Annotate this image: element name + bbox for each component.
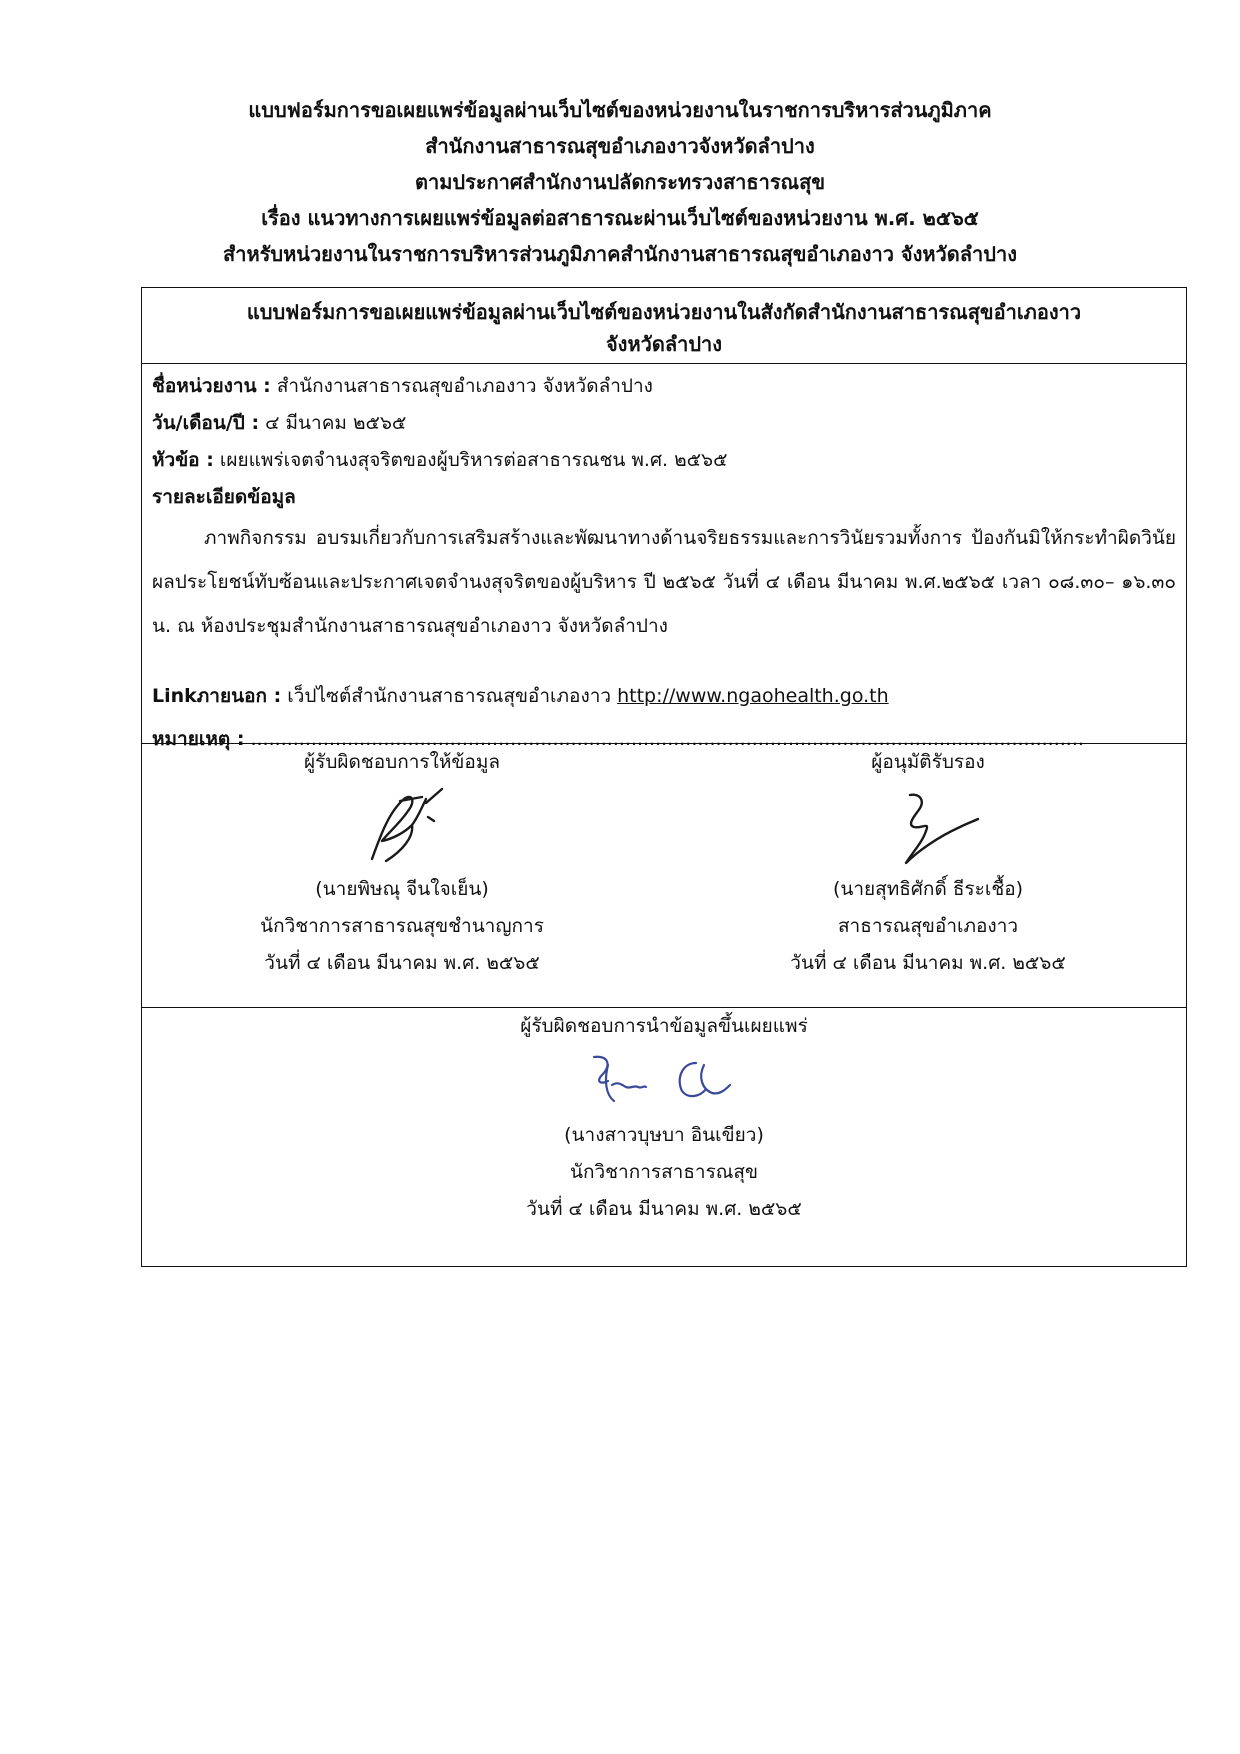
right-signature-mark [868, 781, 988, 871]
agency-value: สำนักงานสาธารณสุขอำเภองาว จังหวัดลำปาง [270, 375, 653, 397]
remark-label: หมายเหตุ : [152, 728, 245, 750]
header-line-5: สำหรับหน่วยงานในราชการบริหารส่วนภูมิภาคสำนักงานสาธารณสุขอำเภองาว จังหวัดลำปาง [223, 242, 1017, 266]
document-header [0, 92, 1240, 272]
left-position: นักวิชาการสาธารณสุขชำนาญการ [260, 915, 544, 937]
topic-row [152, 442, 1176, 479]
form-title-line-1: แบบฟอร์มการขอเผยแพร่ข้อมูลผ่านเว็บไซต์ของหน่วยงานในสังกัดสำนักงานสาธารณสุขอำเภองาว [246, 300, 1082, 324]
right-date: วันที่ ๔ เดือน มีนาคม พ.ศ. ๒๕๖๕ [790, 952, 1066, 974]
publisher-role: ผู้รับผิดชอบการนำข้อมูลขึ้นเผยแพร่ [520, 1015, 808, 1037]
signature-row [142, 744, 1186, 1008]
date-row [152, 405, 1176, 442]
agency-label: ชื่อหน่วยงาน : [152, 375, 271, 397]
remark-value: .......................................................................................................................................... [244, 728, 1084, 750]
signature-right [668, 744, 1188, 982]
details-label: รายละเอียดข้อมูล [152, 486, 296, 508]
right-position: สาธารณสุขอำเภองาว [837, 915, 1019, 937]
right-role: ผู้อนุมัติรับรอง [871, 751, 985, 773]
date-label: วัน/เดือน/ปี : [152, 412, 260, 434]
left-role: ผู้รับผิดชอบการให้ข้อมูล [304, 751, 500, 773]
publisher-date: วันที่ ๔ เดือน มีนาคม พ.ศ. ๒๕๖๕ [526, 1198, 802, 1220]
header-line-1: แบบฟอร์มการขอเผยแพร่ข้อมูลผ่านเว็บไซต์ของหน่วยงานในราชการบริหารส่วนภูมิภาค [248, 98, 992, 122]
date-value: ๔ มีนาคม ๒๕๖๕ [259, 412, 407, 434]
spacer [152, 648, 1176, 678]
header-line-3: ตามประกาศสำนักงานปลัดกระทรวงสาธารณสุข [414, 170, 825, 194]
publisher-signature-mark [564, 1045, 764, 1117]
publisher-row [142, 1008, 1186, 1266]
signature-left [142, 744, 662, 982]
form-table [141, 287, 1187, 1267]
link-label: Linkภายนอก : [152, 685, 282, 707]
topic-label: หัวข้อ : [152, 449, 214, 471]
right-name: (นายสุทธิศักดิ์ ธีระเชื้อ) [832, 878, 1024, 900]
agency-row [152, 368, 1176, 405]
external-link[interactable]: http://www.ngaohealth.go.th [617, 685, 889, 707]
left-signature-mark [342, 781, 462, 871]
link-prefix: เว็ปไซต์สำนักงานสาธารณสุขอำเภองาว [281, 685, 618, 707]
header-line-2: สำนักงานสาธารณสุขอำเภองาวจังหวัดลำปาง [425, 134, 815, 158]
form-title [142, 288, 1186, 364]
header-line-4: เรื่อง แนวทางการเผยแพร่ข้อมูลต่อสาธารณะผ่านเว็บไซต์ของหน่วยงาน พ.ศ. ๒๕๖๕ [261, 206, 979, 230]
publisher-position: นักวิชาการสาธารณสุข [569, 1161, 759, 1183]
form-title-line-2: จังหวัดลำปาง [605, 332, 723, 356]
left-date: วันที่ ๔ เดือน มีนาคม พ.ศ. ๒๕๖๕ [264, 952, 540, 974]
form-body [142, 364, 1186, 750]
topic-value: เผยแพร่เจตจำนงสุจริตของผู้บริหารต่อสาธารณชน พ.ศ. ๒๕๖๕ [213, 449, 728, 471]
left-name: (นายพิษณุ จีนใจเย็น) [315, 878, 489, 900]
link-row [152, 678, 1176, 715]
publisher-name: (นางสาวบุษบา อินเขียว) [564, 1124, 764, 1146]
details-text: ภาพกิจกรรม อบรมเกี่ยวกับการเสริมสร้างและพัฒนาทางด้านจริยธรรมและการวินัยรวมทั้งการ ป้องกันมิให้กระทำผิดวินัย ผลประโยชน์ทับซ้อนและประกาศเจตจำนงสุจริตของผู้บริหาร ปี ๒๕๖๕ วันที่ ๔ เดือน มีนาคม พ.ศ.๒๕๖๕ เวลา ๐๘.๓๐– ๑๖.๓๐ น. ณ ห้องประชุมสำนักงานสาธารณสุขอำเภองาว จังหวัดลำปาง [152, 527, 1176, 637]
